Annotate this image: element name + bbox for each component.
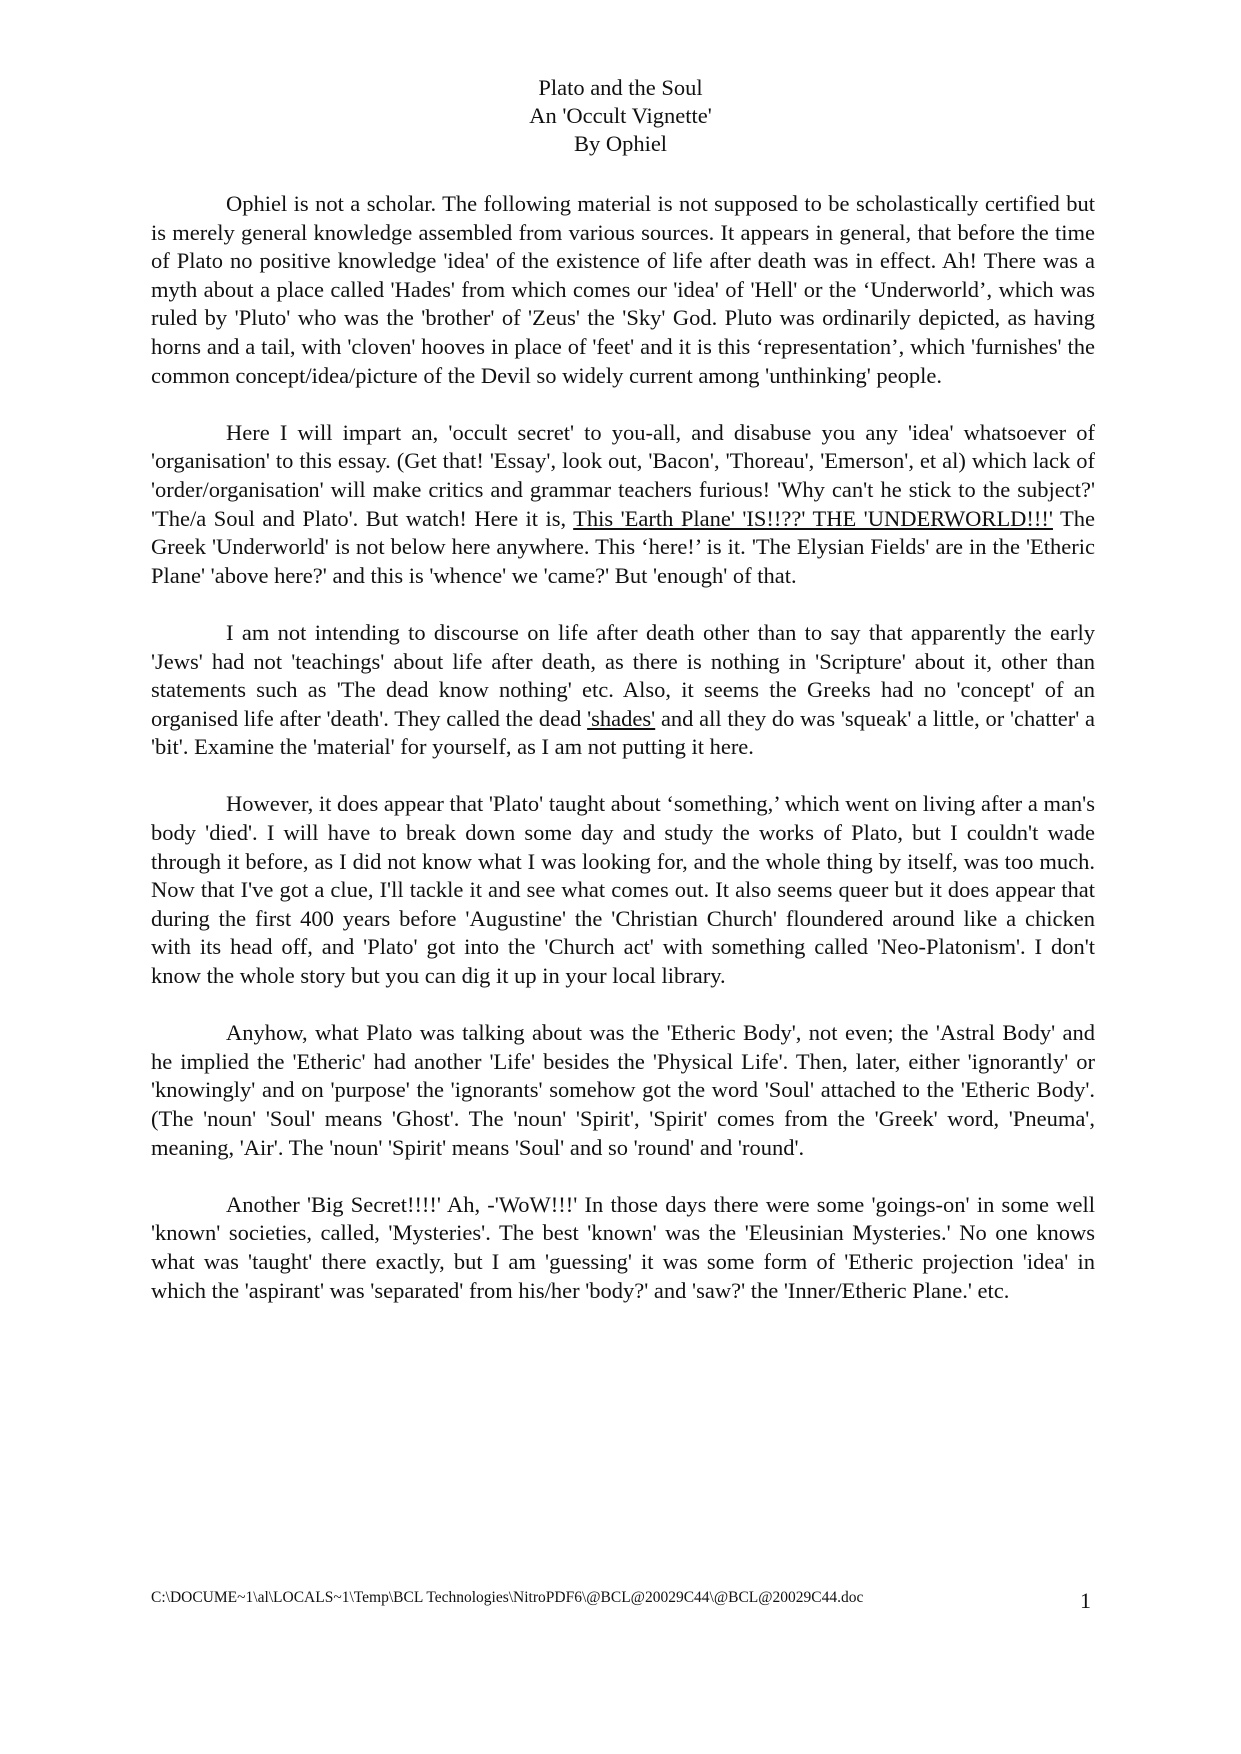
underlined-word-shades: 'shades' xyxy=(587,705,656,731)
paragraph-3-text-start: I am not intending to discourse on life after death other than to say that apparently the early 'Jews' had not 'teachings' about life after death, as there is nothing in 'Scripture' about it, other than statements such as 'The dead know nothing' etc. Also, it seems the Greeks had no 'concept' of an organised life after 'death'. They called the dead xyxy=(151,619,1095,731)
paragraph-2-text-end: The Greek 'Underworld' is not below here anywhere. This ‘here!’ is it. 'The Elysian Fields' are in the 'Etheric Plane' 'above here?' and this is 'whence' we 'came?' But 'enough' of that. xyxy=(151,505,1095,588)
paragraph-3 xyxy=(151,619,1095,762)
title-block xyxy=(0,74,1241,158)
paragraph-2 xyxy=(151,419,1095,591)
footer-file-path: C:\DOCUME~1\al\LOCALS~1\Temp\BCL Technologies\NitroPDF6\@BCL@20029C44\@BCL@20029C44.doc xyxy=(151,1589,864,1606)
paragraph-5: Anyhow, what Plato was talking about was the 'Etheric Body', not even; the 'Astral Body' and he implied the 'Etheric' had another 'Life' besides the 'Physical Life'. Then, later, either 'ignorantly' or 'knowingly' and on 'purpose' the 'ignorants' somehow got the word 'Soul' attached to the 'Etheric Body'. (The 'noun' 'Soul' means 'Ghost'. The 'noun' 'Spirit', 'Spirit' comes from the 'Greek' word, 'Pneuma', meaning, 'Air'. The 'noun' 'Spirit' means 'Soul' and so 'round' and 'round'. xyxy=(151,1020,1095,1160)
paragraph-2-text-start: Here I will impart an, 'occult secret' to you-all, and disabuse you any 'idea' whatsoever of 'organisation' to this essay. (Get that! 'Essay', look out, 'Bacon', 'Thoreau', 'Emerson', et al) which lack of 'order/organisation' will make critics and grammar teachers furious! 'Why can't he stick to the subject?' 'The/a Soul and Plato'. But watch! Here it is, xyxy=(151,419,1095,531)
paragraph-3-text-end: and all they do was 'squeak' a little, or 'chatter' a 'bit'. Examine the 'material' for yourself, as I am not putting it here. xyxy=(151,705,1095,760)
document-body xyxy=(151,190,1095,1305)
document-author: By Ophiel xyxy=(573,131,668,156)
page-number: 1 xyxy=(1080,1588,1091,1613)
paragraph-1: Ophiel is not a scholar. The following material is not supposed to be scholastically certified but is merely general knowledge assembled from various sources. It appears in general, that before the time of Plato no positive knowledge 'idea' of the existence of life after death was in effect. Ah! There was a myth about a place called 'Hades' from which comes our 'idea' of 'Hell' or the ‘Underworld’, which was ruled by 'Pluto' who was the 'brother' of 'Zeus' the 'Sky' God. Pluto was ordinarily depicted, as having horns and a tail, with 'cloven' hooves in place of 'feet' and it is this ‘representation’, which 'furnishes' the common concept/idea/picture of the Devil so widely current among 'unthinking' people. xyxy=(151,191,1095,388)
document-subtitle: An 'Occult Vignette' xyxy=(529,103,712,128)
underlined-phrase-underworld: This 'Earth Plane' 'IS!!??' THE 'UNDERWORLD!!!' xyxy=(573,505,1053,531)
paragraph-6: Another 'Big Secret!!!!' Ah, -'WoW!!!' In those days there were some 'goings-on' in some well 'known' societies, called, 'Mysteries'. The best 'known' was the 'Eleusinian Mysteries.' No one knows what was 'taught' there exactly, but I am 'guessing' it was some form of 'Etheric projection 'idea' in which the 'aspirant' was 'separated' from his/her 'body?' and 'saw?' the 'Inner/Etheric Plane.' etc. xyxy=(151,1191,1095,1303)
paragraph-4: However, it does appear that 'Plato' taught about ‘something,’ which went on living after a man's body 'died'. I will have to break down some day and study the works of Plato, but I couldn't wade through it before, as I did not know what I was looking for, and the whole thing by itself, was too much. Now that I've got a clue, I'll tackle it and see what comes out. It also seems queer but it does appear that during the first 400 years before 'Augustine' the 'Christian Church' floundered around like a chicken with its head off, and 'Plato' got into the 'Church act' with something called 'Neo-Platonism'. I don't know the whole story but you can dig it up in your local library. xyxy=(151,791,1095,989)
document-title: Plato and the Soul xyxy=(538,75,703,100)
